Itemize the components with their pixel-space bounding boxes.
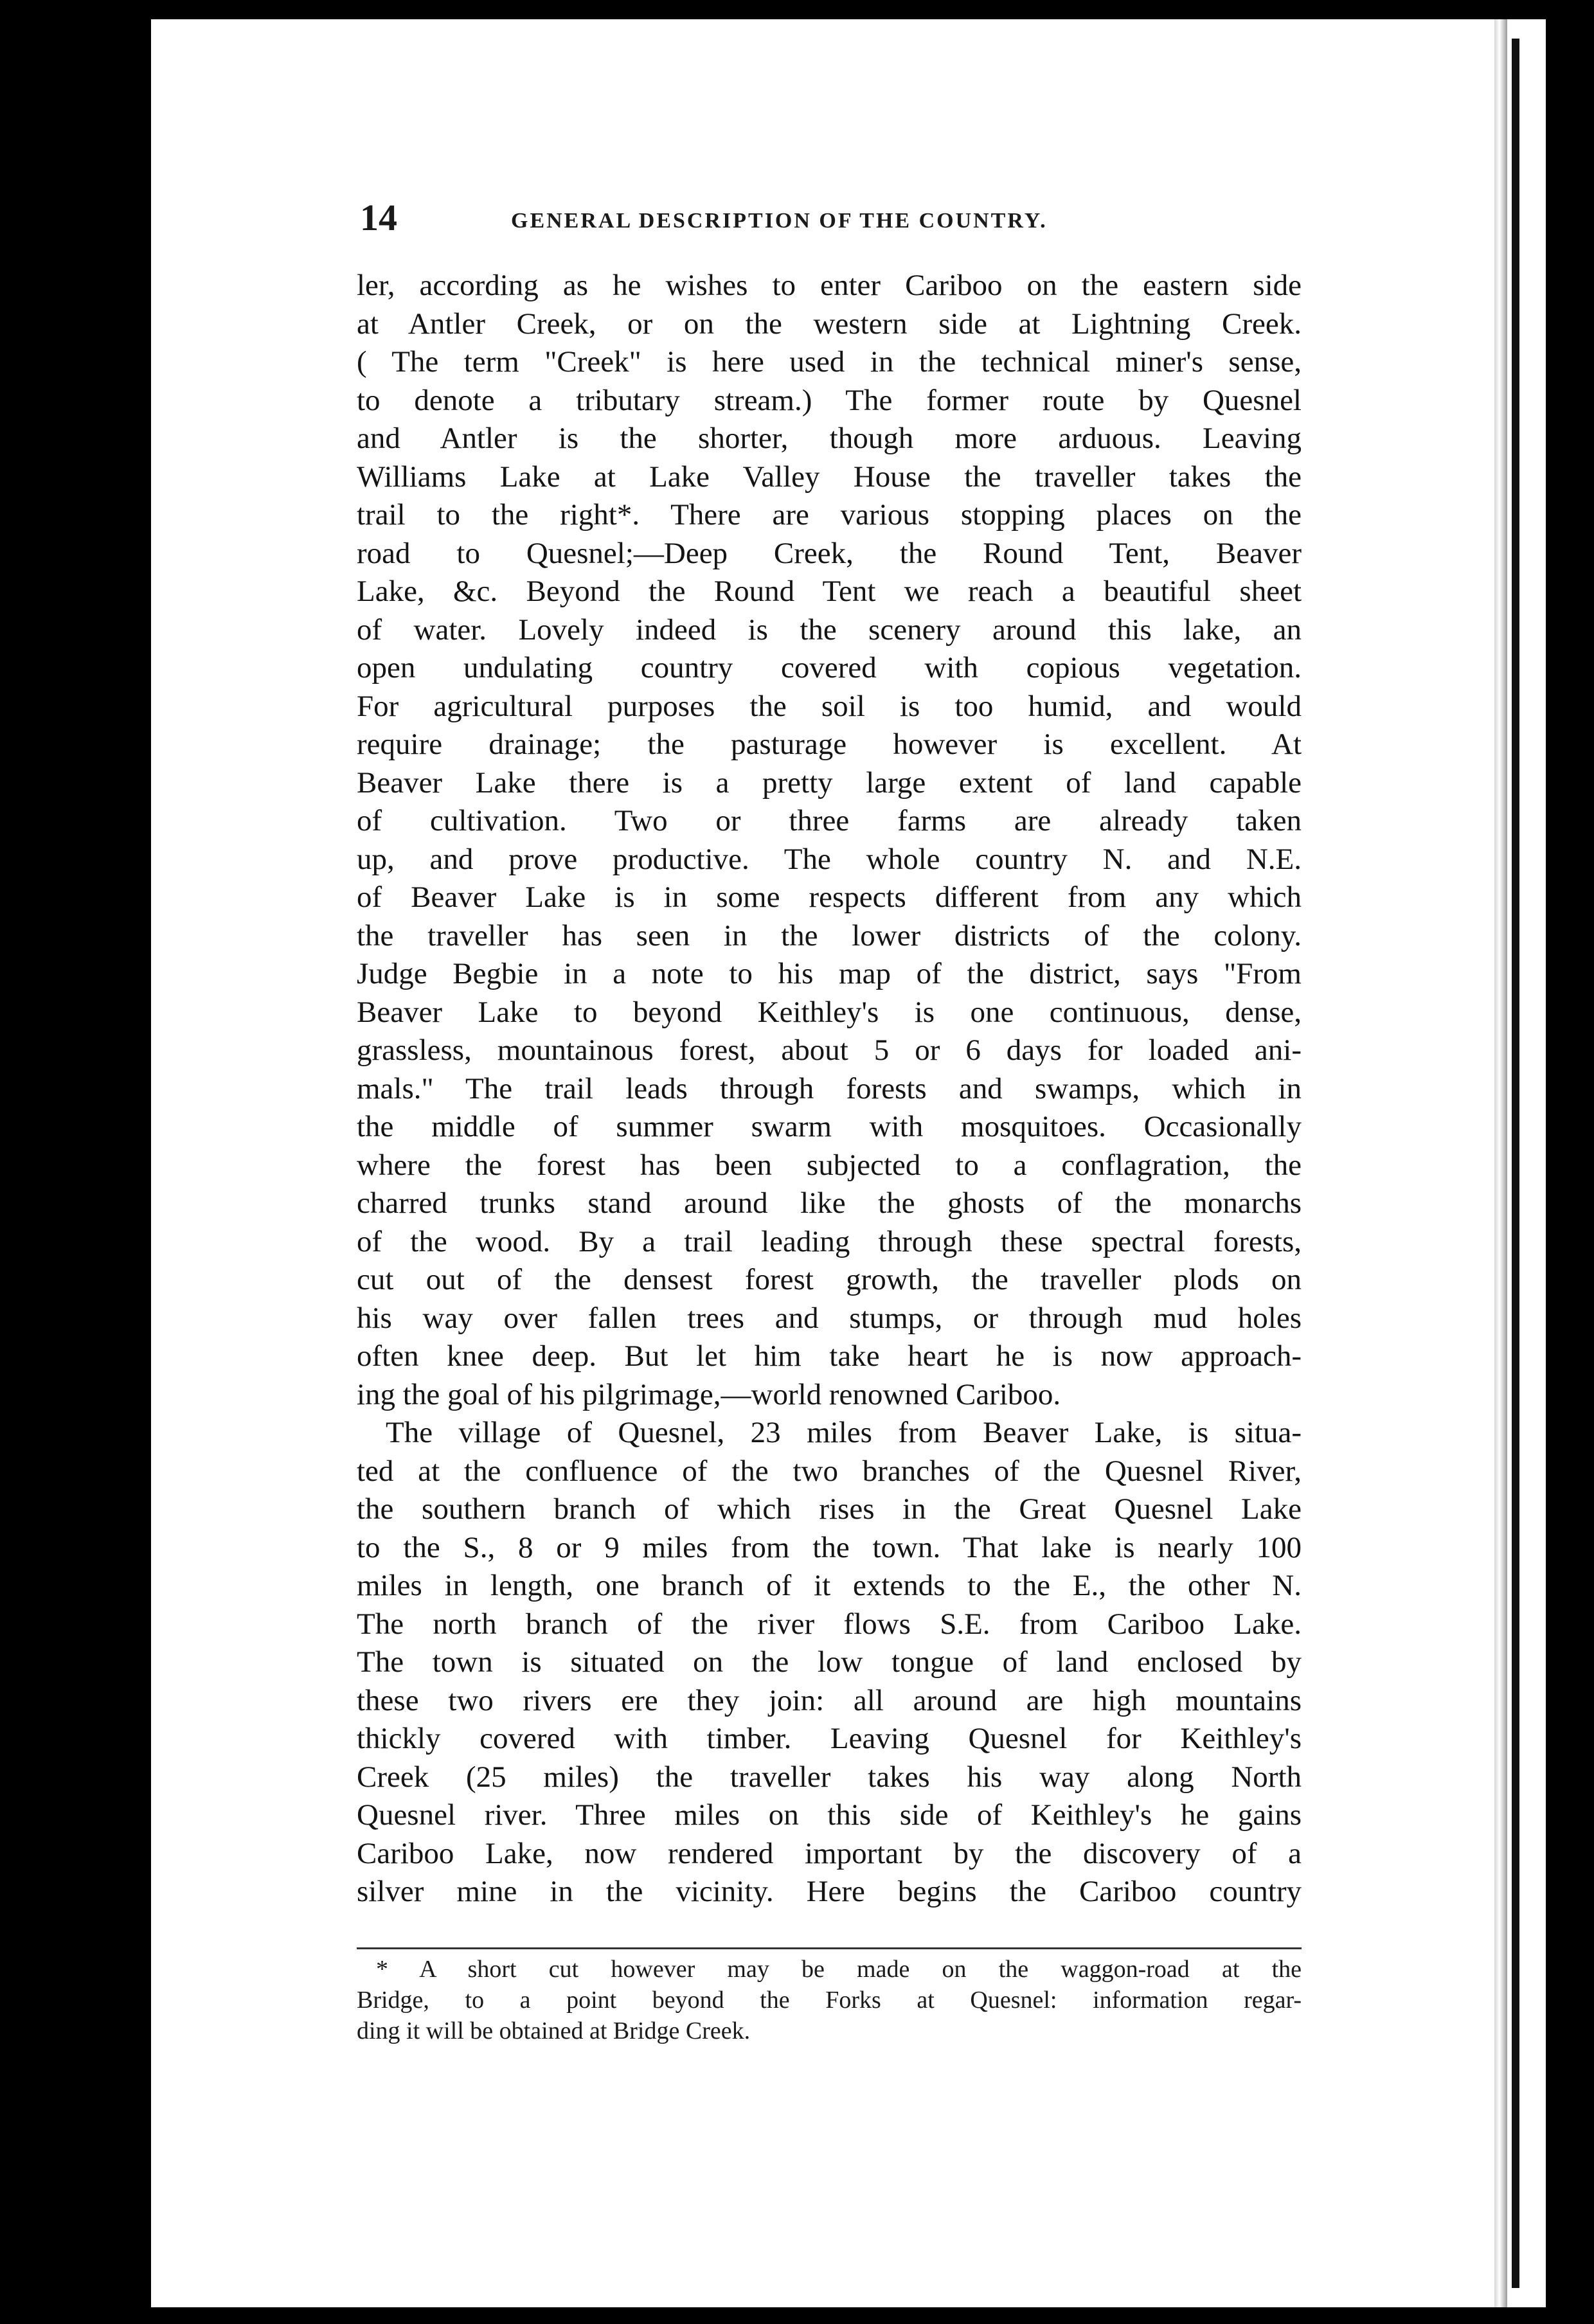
text-line: of Beaver Lake is in some respects different from any which — [357, 880, 1302, 914]
text-line: Williams Lake at Lake Valley House the traveller takes the — [357, 460, 1302, 494]
text-line: Creek (25 miles) the traveller takes his way along North — [357, 1760, 1302, 1794]
text-line: his way over fallen trees and stumps, or through mud holes — [357, 1301, 1302, 1335]
footnote-line: * A short cut however may be made on the waggon-road at the — [376, 1956, 1302, 1983]
body-text — [357, 267, 1302, 1911]
text-line: the southern branch of which rises in the Great Quesnel Lake — [357, 1492, 1302, 1526]
text-line: at Antler Creek, or on the western side at Lightning Creek. — [357, 307, 1302, 341]
text-line: require drainage; the pasturage however is excellent. At — [357, 728, 1302, 761]
text-line: the traveller has seen in the lower districts of the colony. — [357, 918, 1302, 952]
text-line: of the wood. By a trail leading through these spectral forests, — [357, 1224, 1302, 1258]
text-line: For agricultural purposes the soil is too humid, and would — [357, 689, 1302, 723]
text-line: silver mine in the vicinity. Here begins the Cariboo country — [357, 1875, 1302, 1908]
text-line: open undulating country covered with copious vegetation. — [357, 651, 1302, 684]
page-header — [360, 196, 1311, 247]
text-line: mals." The trail leads through forests and swamps, which in — [357, 1071, 1302, 1105]
text-line: cut out of the densest forest growth, the traveller plods on — [357, 1263, 1302, 1296]
footnote-rule — [357, 1947, 1302, 1949]
text-line: road to Quesnel;—Deep Creek, the Round Tent, Beaver — [357, 536, 1302, 570]
text-line: Cariboo Lake, now rendered important by the discovery of a — [357, 1836, 1302, 1870]
text-line: these two rivers ere they join: all around are high mountains — [357, 1683, 1302, 1717]
text-line: Judge Begbie in a note to his map of the district, says "From — [357, 957, 1302, 990]
text-line: grassless, mountainous forest, about 5 or 6 days for loaded ani- — [357, 1033, 1302, 1067]
page-number: 14 — [360, 197, 397, 238]
text-line: The north branch of the river flows S.E. from Cariboo Lake. — [357, 1607, 1302, 1641]
text-line: Beaver Lake there is a pretty large extent of land capable — [357, 765, 1302, 800]
next-page-edge — [1512, 39, 1519, 2288]
text-line: trail to the right*. There are various stopping places on the — [357, 498, 1302, 532]
text-line: Beaver Lake to beyond Keithley's is one continuous, dense, — [357, 995, 1302, 1029]
text-line: Lake, &c. Beyond the Round Tent we reach a beautiful sheet — [357, 575, 1302, 608]
text-line: thickly covered with timber. Leaving Quesnel for Keithley's — [357, 1722, 1302, 1755]
text-line: the middle of summer swarm with mosquitoes. Occasionally — [357, 1110, 1302, 1143]
text-line: miles in length, one branch of it extends to the E., the other N. — [357, 1569, 1302, 1602]
text-line: of water. Lovely indeed is the scenery around this lake, an — [357, 612, 1302, 647]
text-line: ted at the confluence of the two branches of the Quesnel River, — [357, 1454, 1302, 1488]
text-line: to the S., 8 or 9 miles from the town. That lake is nearly 100 — [357, 1530, 1302, 1564]
text-line: often knee deep. But let him take heart he is now approach- — [357, 1339, 1302, 1373]
text-line: ler, according as he wishes to enter Cariboo on the eastern side — [357, 269, 1302, 302]
text-line: ing the goal of his pilgrimage,—world renowned Cariboo. — [357, 1377, 1061, 1411]
text-line: The village of Quesnel, 23 miles from Beaver Lake, is situa- — [386, 1416, 1302, 1449]
text-line: and Antler is the shorter, though more arduous. Leaving — [357, 422, 1302, 455]
text-line: Quesnel river. Three miles on this side of Keithley's he gains — [357, 1798, 1302, 1832]
text-line: ( The term "Creek" is here used in the technical miner's sense, — [357, 345, 1302, 379]
footnote-line: Bridge, to a point beyond the Forks at Quesnel: information regar- — [357, 1987, 1302, 2014]
text-line: of cultivation. Two or three farms are already taken — [357, 804, 1302, 837]
footnote-line: ding it will be obtained at Bridge Creek. — [357, 2017, 751, 2044]
text-line: The town is situated on the low tongue of land enclosed by — [357, 1645, 1302, 1679]
text-line: up, and prove productive. The whole country N. and N.E. — [357, 842, 1302, 876]
footnote — [357, 1954, 1302, 2046]
text-line: charred trunks stand around like the ghosts of the monarchs — [357, 1186, 1302, 1220]
page-fold-shadow — [1494, 19, 1507, 2307]
text-line: to denote a tributary stream.) The former route by Quesnel — [357, 383, 1302, 417]
running-head: GENERAL DESCRIPTION OF THE COUNTRY. — [511, 209, 1048, 233]
text-line: where the forest has been subjected to a conflagration, the — [357, 1148, 1302, 1182]
